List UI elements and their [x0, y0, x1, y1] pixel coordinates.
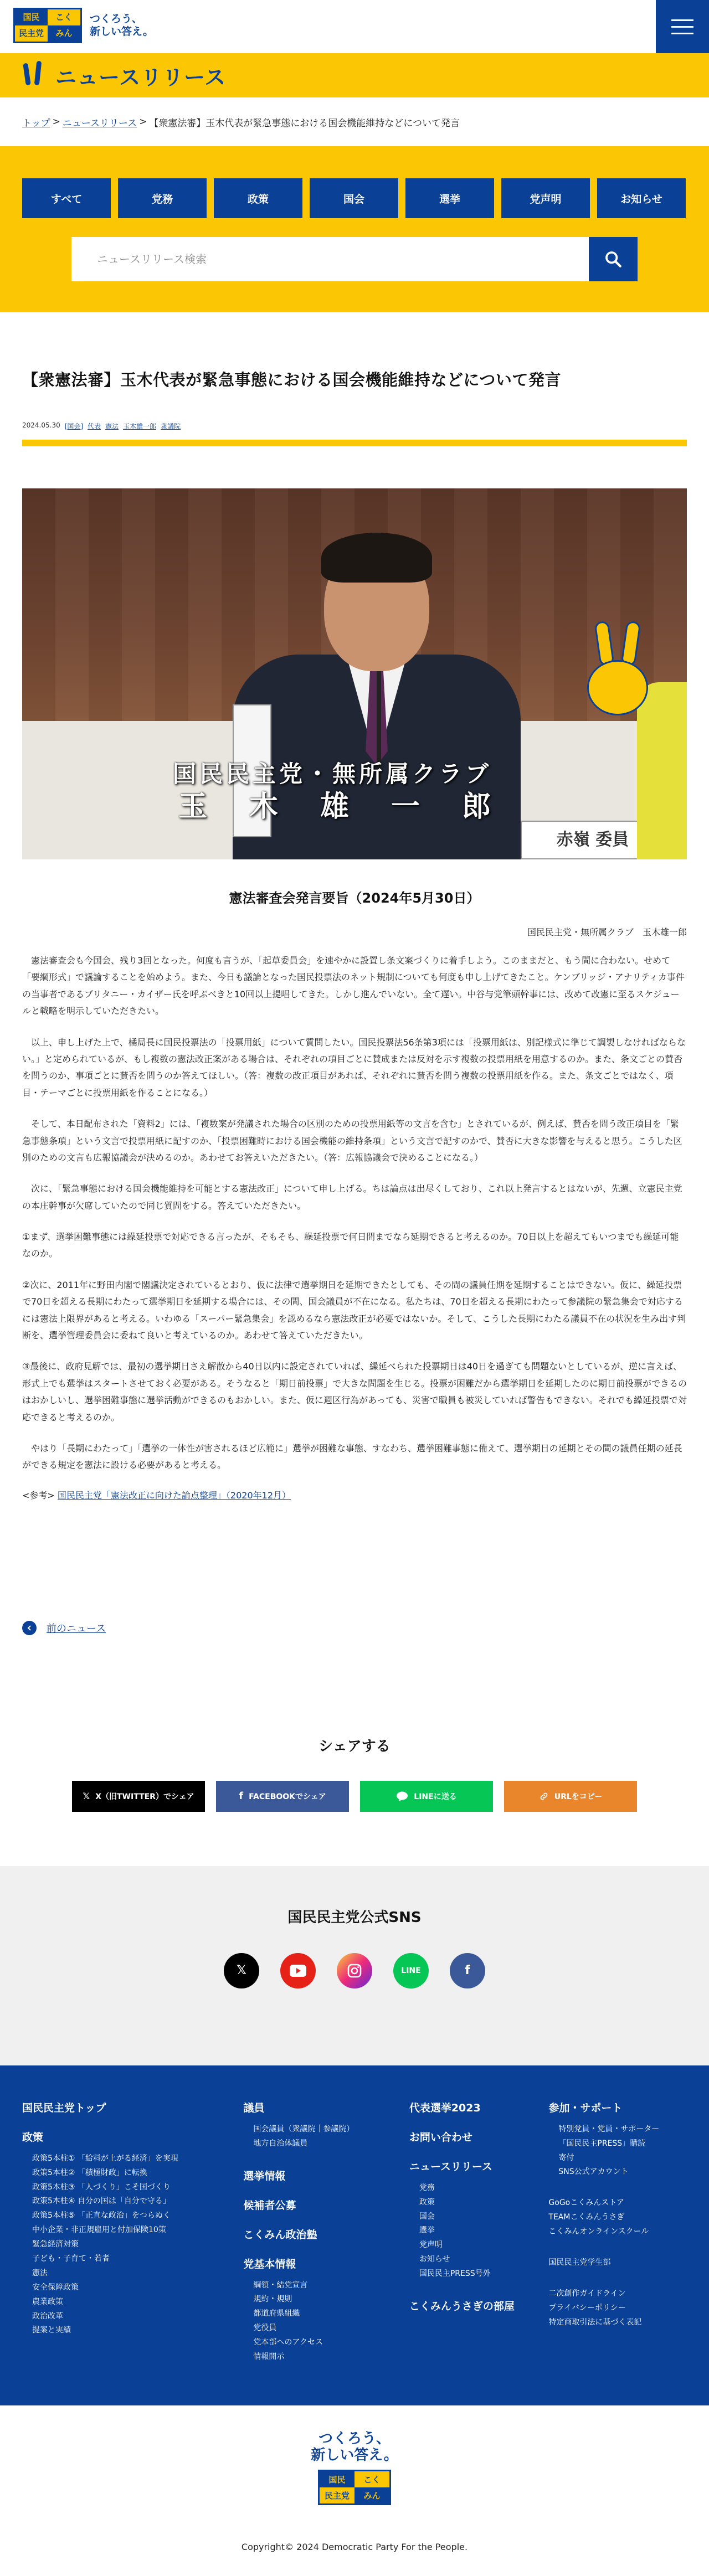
- site-logo[interactable]: [13, 8, 153, 43]
- logo-char: 国民: [320, 2471, 354, 2487]
- instagram-icon[interactable]: [337, 1953, 372, 1988]
- footer-list-item[interactable]: 情報開示: [253, 2352, 285, 2361]
- search-icon: [604, 250, 623, 269]
- nameplate-text: 赤嶺 委員: [556, 830, 629, 849]
- footer-column: [548, 2100, 687, 2381]
- footer-list-item[interactable]: 政策5本柱④ 自分の国は「自分で守る」: [32, 2197, 171, 2206]
- logo-char: 国民: [15, 9, 48, 25]
- article-tag[interactable]: 衆議院: [161, 423, 181, 430]
- footer-list-item[interactable]: 子ども・子育て・若者: [32, 2254, 110, 2263]
- article-paragraph: 以上、申し上げた上で、橘局長に国民投票法の「投票用紙」について質問したい。国民投票法56条第3項には「投票用紙は、別記様式に準じて調製しなければならない。」と定められているが、もし複数の憲法改正案がある場合は、それぞれの項目ごとに賛成または反対を示す複数の投票用紙を用意するのか。また、条文ごとの賛否を問うのか、事項ごとに賛否を問うのか答えてほしい。（答：複数の改正項目があれば、それぞれに賛否を問う複数の投票用紙を作る。また、条文ごとではなく、項目・テーマごとに投票用紙を作ることになる。）: [22, 1037, 686, 1098]
- footer-list-item[interactable]: お知らせ: [419, 2255, 450, 2264]
- tab-notice[interactable]: お知らせ: [597, 178, 686, 218]
- footer-list-item[interactable]: こくみんオンラインスクール: [548, 2227, 649, 2237]
- footer-list-item[interactable]: SNS公式アカウント: [558, 2167, 629, 2177]
- share-line-label: LINEに送る: [414, 1792, 457, 1801]
- tab-party-affairs[interactable]: 党務: [118, 178, 207, 218]
- footer-basic-list: [253, 2279, 409, 2364]
- site-footer: [0, 2065, 709, 2405]
- article-tag[interactable]: 憲法: [105, 423, 119, 430]
- article-date: 2024.05.30: [22, 421, 60, 429]
- footer-list-item[interactable]: 地方自治体議員: [253, 2139, 308, 2148]
- search-bar: [0, 237, 709, 281]
- logo-char: こく: [48, 9, 80, 25]
- official-sns: [0, 1866, 709, 2065]
- footer-list-item[interactable]: 政策: [419, 2197, 435, 2207]
- footer-list-item[interactable]: 安全保障政策: [32, 2283, 79, 2292]
- prev-news-nav: [0, 1621, 709, 1635]
- share-facebook-label: FACEBOOKでシェア: [249, 1792, 326, 1801]
- photo-caption-line: 玉 木 雄 一 郎: [178, 790, 497, 823]
- footer-list-item[interactable]: 寄付: [558, 2153, 574, 2162]
- share-line-button[interactable]: [360, 1781, 493, 1812]
- article-paragraph: やはり「長期にわたって」「選挙の一体性が害されるほど広範に」選挙が困難な事態、すなわち、選挙困難事態に備えて、選挙期日の延期とその間の議員任期の延長ができる規定を憲法に設ける必要があると考える。: [22, 1442, 682, 1471]
- page-title-band: [0, 53, 709, 97]
- copy-url-button[interactable]: [504, 1781, 637, 1812]
- photo-caption: [22, 760, 687, 825]
- kokumin-usagi-icon: [587, 621, 648, 715]
- footer-list-item[interactable]: 選挙: [419, 2226, 435, 2235]
- hamburger-menu-icon[interactable]: [656, 0, 709, 53]
- x-icon: 𝕏: [83, 1791, 90, 1802]
- logo-mark: [318, 2470, 391, 2505]
- footer-link-candidates[interactable]: 候補者公募: [243, 2199, 296, 2212]
- footer-news-list: [419, 2181, 549, 2281]
- title-divider: [22, 440, 687, 446]
- tab-policy[interactable]: 政策: [214, 178, 302, 218]
- article-tag[interactable]: 玉木雄一郎: [123, 423, 157, 430]
- footer-list-item[interactable]: 規約・規則: [253, 2295, 292, 2304]
- news-filter: [0, 146, 709, 312]
- footer-list-item[interactable]: 政策5本柱⑤ 「正直な政治」をつらぬく: [32, 2211, 171, 2220]
- link-icon: [539, 1791, 549, 1801]
- line-icon[interactable]: LINE: [393, 1953, 429, 1988]
- tab-all[interactable]: すべて: [22, 178, 111, 218]
- category-tabs: [0, 178, 709, 218]
- footer-column: [409, 2100, 549, 2381]
- breadcrumb-separator: >: [52, 116, 60, 127]
- footer-policy-links: [548, 2287, 687, 2330]
- footer-list-item[interactable]: 党本部へのアクセス: [253, 2338, 323, 2347]
- footer-link-school[interactable]: こくみん政治塾: [243, 2228, 317, 2241]
- share-facebook-button[interactable]: [216, 1781, 349, 1812]
- share-title: シェアする: [318, 1738, 391, 1755]
- footer-list-item[interactable]: 党役員: [253, 2323, 277, 2333]
- footer-list-item[interactable]: TEAMこくみんうさぎ: [548, 2213, 625, 2222]
- footer-student-list: [548, 2256, 687, 2270]
- footer-link-election[interactable]: 選挙情報: [243, 2170, 286, 2182]
- tab-diet[interactable]: 国会: [310, 178, 398, 218]
- footer-list-item[interactable]: 国会議員（衆議院｜参議院）: [253, 2124, 354, 2134]
- search-input[interactable]: [71, 237, 589, 281]
- footer-list-item[interactable]: 特定商取引法に基づく表記: [548, 2317, 642, 2327]
- article-author: 国民民主党・無所属クラブ 玉木雄一郎: [527, 927, 687, 937]
- copy-url-label: URLをコピー: [554, 1792, 603, 1801]
- footer-policy-list: [32, 2152, 243, 2338]
- breadcrumb-section[interactable]: ニュースリリース: [62, 117, 137, 129]
- footer-list-item[interactable]: 中小企業・非正規雇用と付加保険10策: [32, 2225, 166, 2235]
- logo-char: 民主党: [320, 2487, 354, 2503]
- footer-list-item[interactable]: 憲法: [32, 2268, 48, 2278]
- breadcrumb: [0, 97, 709, 146]
- tab-statement[interactable]: 党声明: [501, 178, 590, 218]
- facebook-icon: f: [239, 1790, 244, 1802]
- article-photo: [22, 488, 687, 859]
- article-title: 【衆憲法審】玉木代表が緊急事態における国会機能維持などについて発言: [22, 370, 561, 389]
- footer-list-item[interactable]: 都道府県組織: [253, 2309, 300, 2319]
- line-icon: [396, 1791, 408, 1801]
- footer-link-usagi[interactable]: こくみんうさぎの部屋: [409, 2300, 515, 2312]
- footer-members-list: [253, 2122, 409, 2151]
- article-body: [22, 952, 687, 1474]
- reference-link[interactable]: 国民民主党「憲法改正に向けた論点整理」（2020年12月）: [57, 1490, 291, 1501]
- footer-slogan: [311, 2431, 398, 2464]
- youtube-icon[interactable]: [280, 1953, 316, 1988]
- footer-list-item[interactable]: 党務: [419, 2183, 435, 2192]
- footer-link-contact[interactable]: お問い合わせ: [409, 2131, 472, 2144]
- footer-list-item[interactable]: 綱領・結党宣言: [253, 2280, 308, 2290]
- slogan-line: 新しい答え。: [311, 2446, 398, 2464]
- share-buttons: [0, 1781, 709, 1812]
- footer-link-news[interactable]: ニュースリリース: [409, 2160, 492, 2173]
- footer-list-item[interactable]: プライバシーポリシー: [548, 2303, 626, 2312]
- footer-list-item[interactable]: 「国民民主PRESS」購読: [558, 2139, 646, 2148]
- footer-list-item[interactable]: GoGoこくみんストア: [548, 2198, 624, 2208]
- prev-news-link[interactable]: 前のニュース: [47, 1622, 106, 1635]
- page-title: ニュースリリース: [55, 65, 227, 90]
- footer-logo[interactable]: [0, 2405, 709, 2531]
- party-mark-icon: [21, 60, 45, 91]
- article-tag[interactable]: 代表: [88, 423, 101, 430]
- footer-list-item[interactable]: 提案と実績: [32, 2326, 71, 2335]
- footer-list-item[interactable]: 政治改革: [32, 2311, 63, 2321]
- breadcrumb-home[interactable]: トップ: [22, 117, 50, 129]
- share-x-button[interactable]: [72, 1781, 205, 1812]
- footer-join-list: [558, 2122, 687, 2180]
- footer-list-item[interactable]: 政策5本柱② 「積極財政」に転換: [32, 2168, 147, 2177]
- article-subtitle: 憲法審査会発言要旨（2024年5月30日）: [229, 890, 480, 906]
- slogan-line: 新しい答え。: [90, 25, 154, 38]
- breadcrumb-current: 【衆憲法審】玉木代表が緊急事態における国会機能維持などについて発言: [149, 117, 460, 129]
- article-paragraph: ③最後に、政府見解では、最初の選挙期日さえ解散から40日以内に設定されていれば、繰延べられた投票期日は40日を過ぎても問題ないとしているが、逆に言えば、形式上でも選挙はスタートさせておく必要がある。そうなると「期日前投票」で大きな問題を生じる。投票が困難だから選挙期日を延期したのに期日前投票ができるのはおかしいし、選挙困難事態に選挙活動ができるのもおかしい。また、仮に週区行為があっても、災害で職員も被災していれば警告もできない。それでも繰延投票で対応できると考えるのか。: [22, 1361, 687, 1423]
- reference-label: <参考>: [22, 1490, 55, 1501]
- footer-list-item[interactable]: 国民民主PRESS号外: [419, 2269, 491, 2279]
- sns-title: 国民民主党公式SNS: [287, 1909, 422, 1926]
- logo-char: みん: [354, 2487, 389, 2503]
- footer-store-list: [548, 2196, 687, 2239]
- breadcrumb-separator: >: [139, 116, 147, 127]
- slogan-line: つくろう、: [318, 2430, 391, 2447]
- tab-election[interactable]: 選挙: [405, 178, 494, 218]
- logo-char: こく: [354, 2471, 389, 2487]
- footer-column: [243, 2100, 409, 2381]
- footer-link-join[interactable]: 参加・サポート: [548, 2101, 623, 2114]
- article-paragraph: そして、本日配布された「資料2」には、「複数案が発議された場合の区別のための投票用紙等の文言を含む」とされているが、例えば、賛否を問う改正項目を「緊急事態条項」という文言で投票用紙に記すのか、「投票困難時における国会機能の維持条項」という文言で記すのかで、賛否に大きな影響を与えると思う。こうした区別のための文言も広報協議会が決めるのか。あわせてお答えいただきたい。（答：広報協議会で決めることになる。）: [22, 1119, 682, 1163]
- footer-link-policy[interactable]: 政策: [22, 2131, 44, 2144]
- footer-link-basic[interactable]: 党基本情報: [243, 2258, 296, 2270]
- footer-column: [22, 2100, 243, 2381]
- footer-link-members[interactable]: 議員: [243, 2101, 265, 2114]
- article-paragraph: 憲法審査会も今国会、残り3回となった。何度も言うが、「起草委員会」を速やかに設置し条文案づくりに着手しよう。このままだと、もう間に合わない。せめて「要綱形式」で議論することを始めよう。また、今日も議論となった国民投票法のネット規制についても何度も申し上げてきたこと。ケンブリッジ・アナリティカ事件の当事者であるブリタニー・カイザー氏を呼ぶべきと10回以上提唱してきた。しかし進んでいない。全て遅い。中谷与党筆頭幹事には、改めて改憲に至るスケジュールと戦略を明示していただきたい。: [22, 955, 685, 1017]
- search-button[interactable]: [589, 237, 638, 281]
- article-tag[interactable]: [国会]: [64, 423, 84, 430]
- logo-char: 民主党: [15, 25, 48, 42]
- reference: [22, 1488, 687, 1501]
- footer-link-election2023[interactable]: 代表選挙2023: [409, 2101, 481, 2114]
- footer-list-item[interactable]: 国民民主党学生部: [548, 2258, 611, 2267]
- chevron-left-icon[interactable]: [22, 1621, 37, 1635]
- photo-caption-line: 国民民主党・無所属クラブ: [172, 760, 492, 787]
- article-paragraph: 次に、「緊急事態における国会機能維持を可能とする憲法改正」について申し上げる。ちは論点は出尽くしており、これ以上発言するとはないが、先週、立憲民主党の本庄幹事が欠席していたので同じ質問をする。答えていただきたい。: [22, 1183, 682, 1211]
- sns-icons: [0, 1953, 709, 1988]
- footer-list-item[interactable]: 国会: [419, 2212, 435, 2221]
- facebook-icon[interactable]: f: [450, 1953, 485, 1988]
- footer-list-item[interactable]: 政策5本柱① 「給料が上がる経済」を実現: [32, 2153, 178, 2163]
- article-paragraph: ①まず、選挙困難事態には繰延投票で対応できる言ったが、そもそも、繰延投票で何日間までなら延期できると考えるのか。70日以上を超えてもいつまでも繰延可能なのか。: [22, 1232, 679, 1259]
- footer-list-item[interactable]: 党声明: [419, 2240, 443, 2250]
- footer-list-item[interactable]: 政策5本柱③ 「人づくり」こそ国づくり: [32, 2182, 171, 2192]
- copyright: Copyright© 2024 Democratic Party For the People.: [241, 2541, 468, 2552]
- footer-list-item[interactable]: 二次創作ガイドライン: [548, 2289, 626, 2298]
- logo-char: みん: [48, 25, 80, 42]
- footer-list-item[interactable]: 農業政策: [32, 2297, 63, 2306]
- footer-list-item[interactable]: 特別党員・党員・サポーター: [558, 2124, 660, 2134]
- article-paragraph: ②次に、2011年に野田内閣で閣議決定されているとおり、仮に法律で選挙期日を延期できたとしても、その間の議員任期を延期することはできない。仮に、繰延投票で70日を超える長期にわたって選挙期日を延期する場合には、その間、国会議員が不在になる。私たちは、70日を超える長期にわたって参議院の緊急集会で対応するには憲法上限界があると考える。いわゆる「スーパー緊急集会」を認めるなら憲法改正が必要ではないか。そして、こうした長期にわたる議員不在の状況を生み出す判断を、選挙管理委員会に委ねて良いと考えているのか。あわせて答えていただきたい。: [22, 1279, 686, 1341]
- logo-mark: [13, 8, 82, 43]
- logo-slogan: [90, 13, 153, 38]
- x-icon[interactable]: 𝕏: [224, 1953, 259, 1988]
- article-meta: [22, 421, 687, 431]
- site-header: [0, 0, 709, 53]
- article: [0, 368, 709, 1501]
- share-x-label: X（旧TWITTER）でシェア: [95, 1792, 194, 1801]
- slogan-line: つくろう、: [90, 13, 143, 25]
- footer-link-top[interactable]: 国民民主党トップ: [22, 2101, 106, 2114]
- footer-list-item[interactable]: 緊急経済対策: [32, 2240, 79, 2249]
